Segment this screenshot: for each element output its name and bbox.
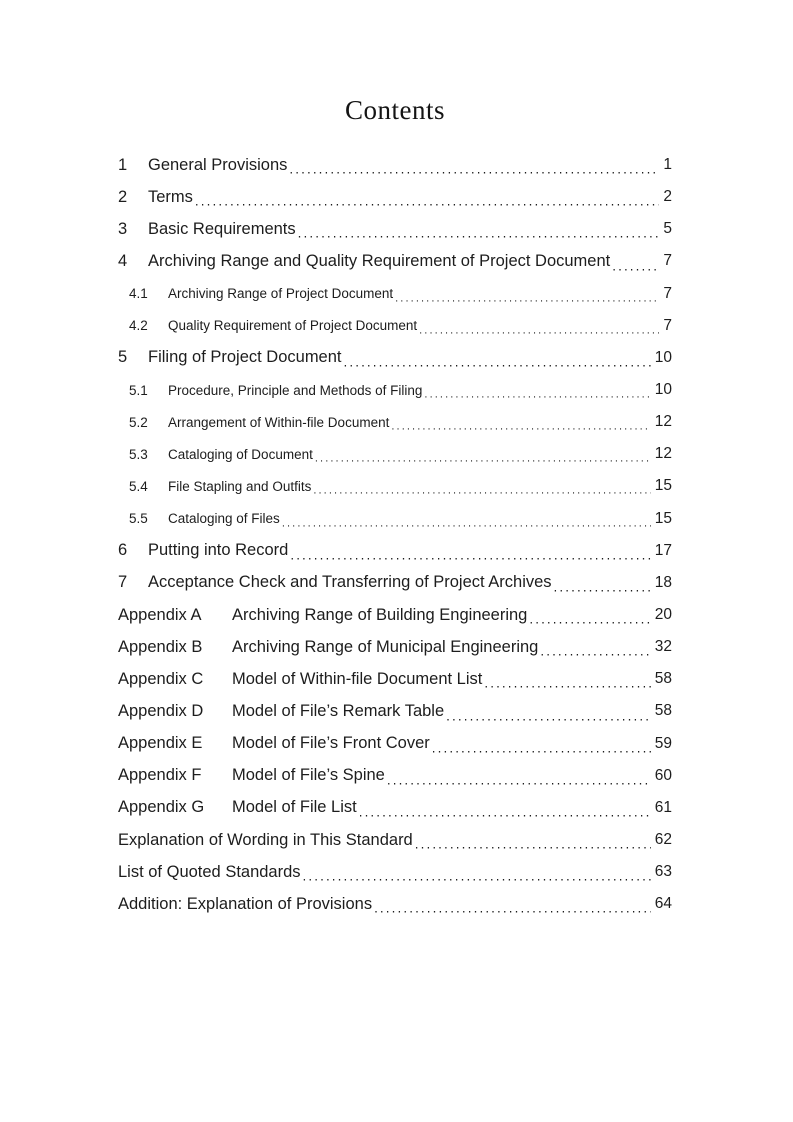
toc-entry-label: 4: [118, 251, 128, 270]
toc-entry-page: 17: [654, 541, 672, 559]
dot-leader: [289, 159, 659, 179]
toc-entry-title: General Provisions: [148, 155, 288, 174]
dot-leader: [298, 224, 660, 244]
toc-entry-label: 3: [118, 219, 128, 238]
toc-entry-title: Putting into Record: [148, 541, 289, 560]
toc-entry: [118, 631, 672, 663]
toc-entry: [118, 438, 672, 470]
toc-entry-label: 5.2: [129, 414, 148, 430]
dot-leader: [344, 352, 651, 372]
toc-entry-title: Quality Requirement of Project Document: [168, 318, 418, 334]
toc-entry-page: 1: [663, 156, 672, 174]
dot-leader: [424, 385, 650, 401]
toc-entry-page: 60: [654, 766, 672, 784]
toc-entry: [118, 245, 672, 277]
toc-entry-page: 64: [654, 895, 672, 913]
dot-leader: [303, 867, 651, 887]
toc-entry-title: Cataloging of Files: [168, 511, 280, 527]
dot-leader: [554, 577, 651, 597]
toc-entry-label: 4.2: [129, 318, 148, 334]
toc-entry-page: 7: [663, 252, 672, 270]
dot-leader: [415, 834, 651, 854]
toc-entry-page: 2: [663, 188, 672, 206]
toc-entry: [118, 728, 672, 760]
toc-entry-page: 15: [654, 509, 672, 527]
toc-entry: [118, 278, 672, 310]
toc-entry-label: 5.5: [129, 511, 148, 527]
toc-entry-label: Appendix C: [118, 669, 204, 688]
toc-entry: [118, 888, 672, 920]
toc-entry-page: 7: [663, 284, 672, 302]
toc-entry: [118, 760, 672, 792]
toc-list: [118, 149, 672, 920]
toc-entry-title: File Stapling and Outfits: [168, 478, 312, 494]
toc-entry: [118, 824, 672, 856]
dot-leader: [374, 899, 651, 919]
toc-entry: [118, 792, 672, 824]
toc-entry-page: 12: [654, 445, 672, 463]
toc-entry-page: 32: [654, 638, 672, 656]
toc-entry-title: Terms: [148, 187, 193, 206]
toc-entry-page: 10: [654, 348, 672, 366]
toc-entry-page: 63: [654, 863, 672, 881]
toc-entry: [118, 567, 672, 599]
toc-entry-label: 5.3: [129, 446, 148, 462]
toc-entry: [118, 695, 672, 727]
toc-entry-label: 6: [118, 541, 128, 560]
toc-entry-title: Explanation of Wording in This Standard: [118, 830, 413, 849]
toc-entry-title: Archiving Range of Municipal Engineering: [232, 637, 539, 656]
toc-entry-label: Appendix B: [118, 637, 203, 656]
toc-entry: [118, 856, 672, 888]
dot-leader: [290, 545, 650, 565]
toc-entry-page: 59: [654, 734, 672, 752]
toc-entry-title: Arrangement of Within-file Document: [168, 414, 390, 430]
toc-entry-page: 10: [654, 381, 672, 399]
toc-entry-title: Archiving Range of Building Engineering: [232, 605, 528, 624]
toc-entry: [118, 406, 672, 438]
toc-entry: [118, 535, 672, 567]
toc-entry: [118, 342, 672, 374]
toc-entry: [118, 663, 672, 695]
toc-entry-page: 7: [663, 316, 672, 334]
toc-entry-title: Model of Within-file Document List: [232, 669, 483, 688]
toc-entry-label: Appendix A: [118, 605, 202, 624]
toc-entry-label: 4.1: [129, 286, 148, 302]
toc-entry-title: Procedure, Principle and Methods of Filing: [168, 382, 423, 398]
toc-entry-title: Archiving Range of Project Document: [168, 286, 394, 302]
toc-entry-page: 58: [654, 670, 672, 688]
toc-entry-page: 12: [654, 413, 672, 431]
toc-entry: [118, 181, 672, 213]
dot-leader: [419, 321, 659, 337]
toc-entry-label: 1: [118, 155, 128, 174]
toc-entry-label: 7: [118, 573, 128, 592]
page-title: Contents: [344, 95, 445, 125]
toc-entry: [118, 310, 672, 342]
dot-leader: [282, 514, 651, 530]
toc-entry-title: Model of File’s Remark Table: [232, 701, 445, 720]
toc-entry-title: Acceptance Check and Transferring of Project Archives: [148, 573, 552, 592]
toc-entry-page: 58: [654, 702, 672, 720]
dot-leader: [391, 418, 650, 434]
toc-entry-label: 5: [118, 348, 128, 367]
dot-leader: [484, 674, 650, 694]
dot-leader: [313, 482, 650, 498]
toc-entry-title: Basic Requirements: [148, 219, 296, 238]
toc-entry-title: List of Quoted Standards: [118, 862, 301, 881]
toc-entry-label: 5.4: [129, 478, 148, 494]
toc-entry-title: Model of File’s Spine: [232, 766, 385, 785]
toc-entry: [118, 470, 672, 502]
dot-leader: [540, 642, 650, 662]
toc-entry-title: Cataloging of Document: [168, 446, 313, 462]
toc-entry-label: Appendix E: [118, 734, 203, 753]
toc-entry-label: 5.1: [129, 382, 148, 398]
toc-entry-page: 62: [654, 831, 672, 849]
toc-entry-page: 5: [663, 220, 672, 238]
toc-entry-title: Model of File List: [232, 798, 357, 817]
dot-leader: [446, 706, 651, 726]
toc-entry: [118, 599, 672, 631]
dot-leader: [315, 450, 651, 466]
dot-leader: [359, 802, 651, 822]
toc-entry: [118, 213, 672, 245]
toc-entry-page: 18: [654, 573, 672, 591]
toc-entry-label: Appendix G: [118, 798, 205, 817]
toc-entry-title: Filing of Project Document: [148, 348, 342, 367]
dot-leader: [395, 289, 659, 305]
toc-entry-title: Archiving Range and Quality Requirement of Project Document: [148, 251, 611, 270]
toc-entry: [118, 374, 672, 406]
toc-entry-title: Model of File’s Front Cover: [232, 734, 430, 753]
dot-leader: [529, 609, 650, 629]
toc-entry-page: 20: [654, 606, 672, 624]
toc-entry-label: Appendix D: [118, 701, 204, 720]
toc-entry-title: Addition: Explanation of Provisions: [118, 894, 373, 913]
dot-leader: [432, 738, 651, 758]
dot-leader: [387, 770, 651, 790]
toc-entry-page: 61: [654, 798, 672, 816]
toc-entry-label: Appendix F: [118, 766, 202, 785]
dot-leader: [195, 192, 659, 212]
toc-entry: [118, 503, 672, 535]
dot-leader: [612, 256, 659, 276]
toc-entry-label: 2: [118, 187, 128, 206]
toc-entry-page: 15: [654, 477, 672, 495]
toc-entry: [118, 149, 672, 181]
